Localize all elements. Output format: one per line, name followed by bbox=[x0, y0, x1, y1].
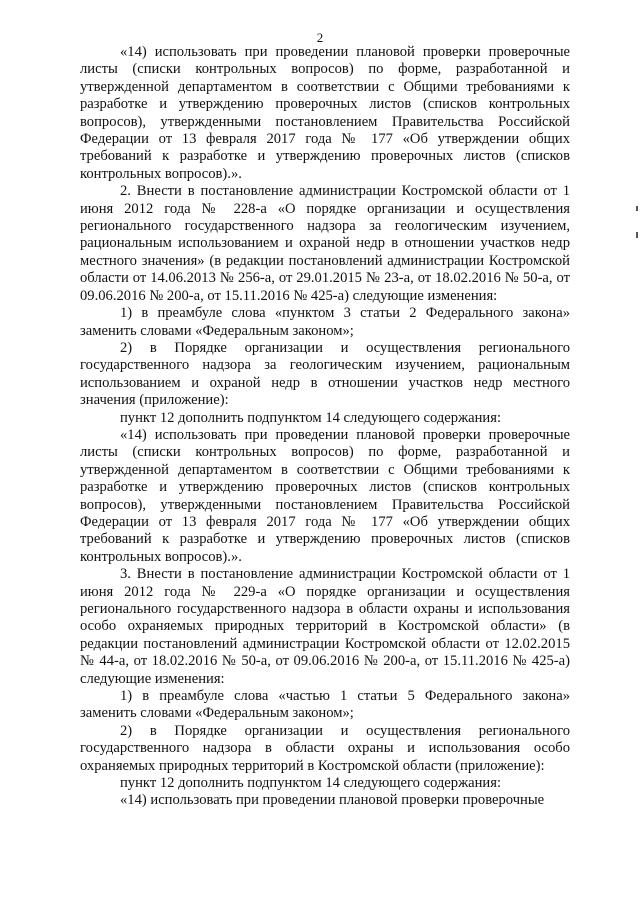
paragraph-item-2-point-12: пункт 12 дополнить подпунктом 14 следующего содержания: bbox=[120, 409, 502, 426]
paragraph-amendment-14-second: «14) использовать при проведении плановой проверки проверочные листы (списки контрольных вопросов) по форме, разработанной и утвержденной департаментом в соответствии с Общими требованиями к разработке и утверждению проверочных листов (списков контрольных вопросов), утвержденными постановлением Правительства Российской Федерации от 13 февраля 2017 года № 177 «Об утверждении общих требований к разработке и утверждению проверочных листов (списков контрольных вопросов).». bbox=[80, 426, 570, 565]
paragraph-item-3-point-12: пункт 12 дополнить подпунктом 14 следующего содержания: bbox=[120, 775, 502, 792]
paragraph-item-2-subitem-2: 2) в Порядке организации и осуществления регионального государственного надзора за геологическим изучением, рациональным использованием и охраной недр в отношении участков недр местного значения (приложение): bbox=[80, 339, 570, 409]
paragraph-item-2-subitem-1: 1) в преамбуле слова «пунктом 3 статьи 2 Федерального закона» заменить словами «Федеральным законом»; bbox=[80, 305, 570, 339]
paragraph-item-3: 3. Внести в постановление администрации Костромской области от 1 июня 2012 года № 229-а «О порядке организации и осуществления регионального государственного надзора в области охраны и использования особо охраняемых природных территорий в Костромской области» (в редакции постановлений администрации Костромской области от 12.02.2015 № 44-а, от 18.02.2016 № 50-а, от 09.06.2016 № 200-а, от 15.11.2016 № 425-а) следующие изменения: bbox=[80, 566, 570, 687]
paragraph-amendment-14-third: «14) использовать при проведении плановой проверки проверочные bbox=[120, 792, 545, 809]
page-number: 2 bbox=[316, 30, 324, 45]
document-body bbox=[80, 44, 570, 810]
paragraph-amendment-14-first: «14) использовать при проведении плановой проверки проверочные листы (списки контрольных вопросов) по форме, разработанной и утвержденной департаментом в соответствии с Общими требованиями к разработке и утверждению проверочных листов (списков контрольных вопросов), утвержденными постановлением Правительства Российской Федерации от 13 февраля 2017 года № 177 «Об утверждении общих требований к разработке и утверждению проверочных листов (списков контрольных вопросов).». bbox=[80, 44, 570, 182]
paragraph-item-3-subitem-2: 2) в Порядке организации и осуществления регионального государственного надзора в области охраны и использования особо охраняемых природных территорий в Костромской области (приложение): bbox=[80, 722, 570, 774]
scan-artifact-mark bbox=[636, 206, 638, 211]
paragraph-item-3-subitem-1: 1) в преамбуле слова «частью 1 статьи 5 Федерального закона» заменить словами «Федеральным законом»; bbox=[80, 688, 570, 722]
paragraph-item-2: 2. Внести в постановление администрации Костромской области от 1 июня 2012 года № 228-а «О порядке организации и осуществления регионального государственного надзора за геологическим изучением, рациональным использованием и охраной недр в отношении участков недр местного значения» (в редакции постановлений администрации Костромской области от 14.06.2013 № 256-а, от 29.01.2015 № 23-а, от 18.02.2016 № 50-а, от 09.06.2016 № 200-а, от 15.11.2016 № 425-а) следующие изменения: bbox=[80, 183, 570, 304]
scan-artifact-mark bbox=[636, 232, 638, 238]
